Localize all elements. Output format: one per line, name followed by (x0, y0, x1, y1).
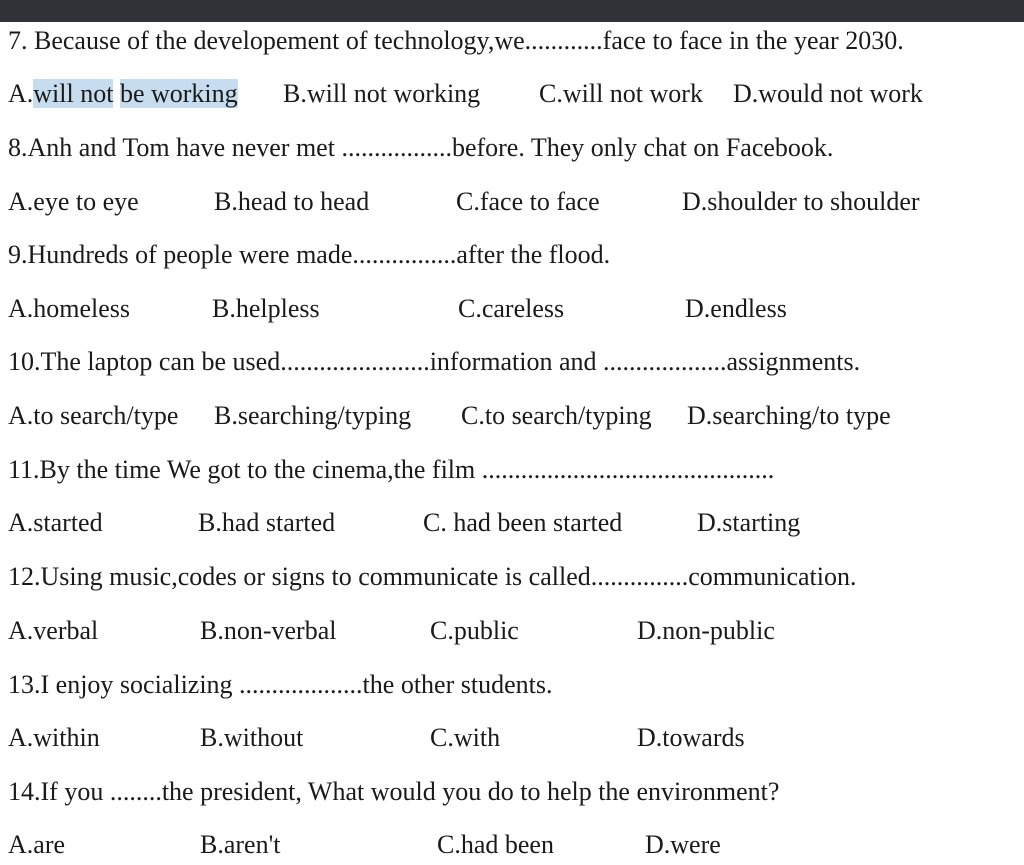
question-9-text: 9.Hundreds of people were made................after the flood. (8, 240, 611, 269)
option-14c[interactable]: C.had been (437, 830, 554, 859)
option-7a-highlight-2: be working (119, 79, 238, 108)
question-7-options (0, 74, 1024, 114)
top-dark-bar (0, 0, 1024, 22)
question-8-text: 8.Anh and Tom have never met .................before. They only chat on Facebook. (8, 133, 834, 162)
question-8-options (0, 182, 1024, 222)
option-10c[interactable]: C.to search/typing (461, 401, 652, 430)
question-14-text: 14.If you ........the president, What would you do to help the environment? (8, 777, 780, 806)
option-11c[interactable]: C. had been started (423, 508, 623, 537)
question-10-options (0, 396, 1024, 436)
option-11a[interactable]: A.started (8, 508, 103, 537)
question-13-stem (0, 665, 1024, 705)
option-7d[interactable]: D.would not work (733, 79, 923, 108)
option-13b[interactable]: B.without (200, 723, 304, 752)
option-11d[interactable]: D.starting (697, 508, 801, 537)
question-10-text: 10.The laptop can be used.......................information and ...................assignments. (8, 347, 861, 376)
question-7-text: 7. Because of the developement of technology,we............face to face in the year 2030. (8, 26, 904, 55)
option-9b[interactable]: B.helpless (212, 294, 320, 323)
option-11b[interactable]: B.had started (198, 508, 336, 537)
question-14-options (0, 825, 1024, 865)
option-14d[interactable]: D.were (645, 830, 721, 859)
question-12-options (0, 611, 1024, 651)
option-8c[interactable]: C.face to face (456, 187, 600, 216)
question-13-text: 13.I enjoy socializing ...................the other students. (8, 670, 553, 699)
option-10a[interactable]: A.to search/type (8, 401, 179, 430)
option-12a[interactable]: A.verbal (8, 616, 99, 645)
option-7b[interactable]: B.will not working (283, 79, 481, 108)
option-14a[interactable]: A.are (8, 830, 66, 859)
question-11-options (0, 503, 1024, 543)
question-8-stem (0, 128, 1024, 168)
option-10b[interactable]: B.searching/typing (214, 401, 412, 430)
option-12d[interactable]: D.non-public (637, 616, 775, 645)
question-11-stem (0, 450, 1024, 490)
question-13-options (0, 718, 1024, 758)
option-8a[interactable]: A.eye to eye (8, 187, 139, 216)
option-9d[interactable]: D.endless (685, 294, 787, 323)
question-14-stem (0, 772, 1024, 812)
question-12-stem (0, 557, 1024, 597)
question-9-stem (0, 235, 1024, 275)
option-8b[interactable]: B.head to head (214, 187, 370, 216)
question-11-text: 11.By the time We got to the cinema,the film ............................................. (8, 455, 775, 484)
option-9c[interactable]: C.careless (458, 294, 565, 323)
option-8d[interactable]: D.shoulder to shoulder (682, 187, 920, 216)
question-10-stem (0, 342, 1024, 382)
option-9a[interactable]: A.homeless (8, 294, 131, 323)
option-13d[interactable]: D.towards (637, 723, 745, 752)
option-13a[interactable]: A.within (8, 723, 100, 752)
option-10d[interactable]: D.searching/to type (687, 401, 891, 430)
question-7-stem (0, 21, 1024, 61)
option-7a-letter: A. (8, 79, 34, 108)
question-12-text: 12.Using music,codes or signs to communicate is called...............communication. (8, 562, 857, 591)
option-7a[interactable] (8, 74, 238, 114)
option-12c[interactable]: C.public (430, 616, 519, 645)
option-12b[interactable]: B.non-verbal (200, 616, 337, 645)
option-7a-highlight-1: will not (33, 79, 114, 108)
option-13c[interactable]: C.with (430, 723, 501, 752)
option-7c[interactable]: C.will not work (539, 79, 703, 108)
question-9-options (0, 289, 1024, 329)
option-14b[interactable]: B.aren't (200, 830, 281, 859)
